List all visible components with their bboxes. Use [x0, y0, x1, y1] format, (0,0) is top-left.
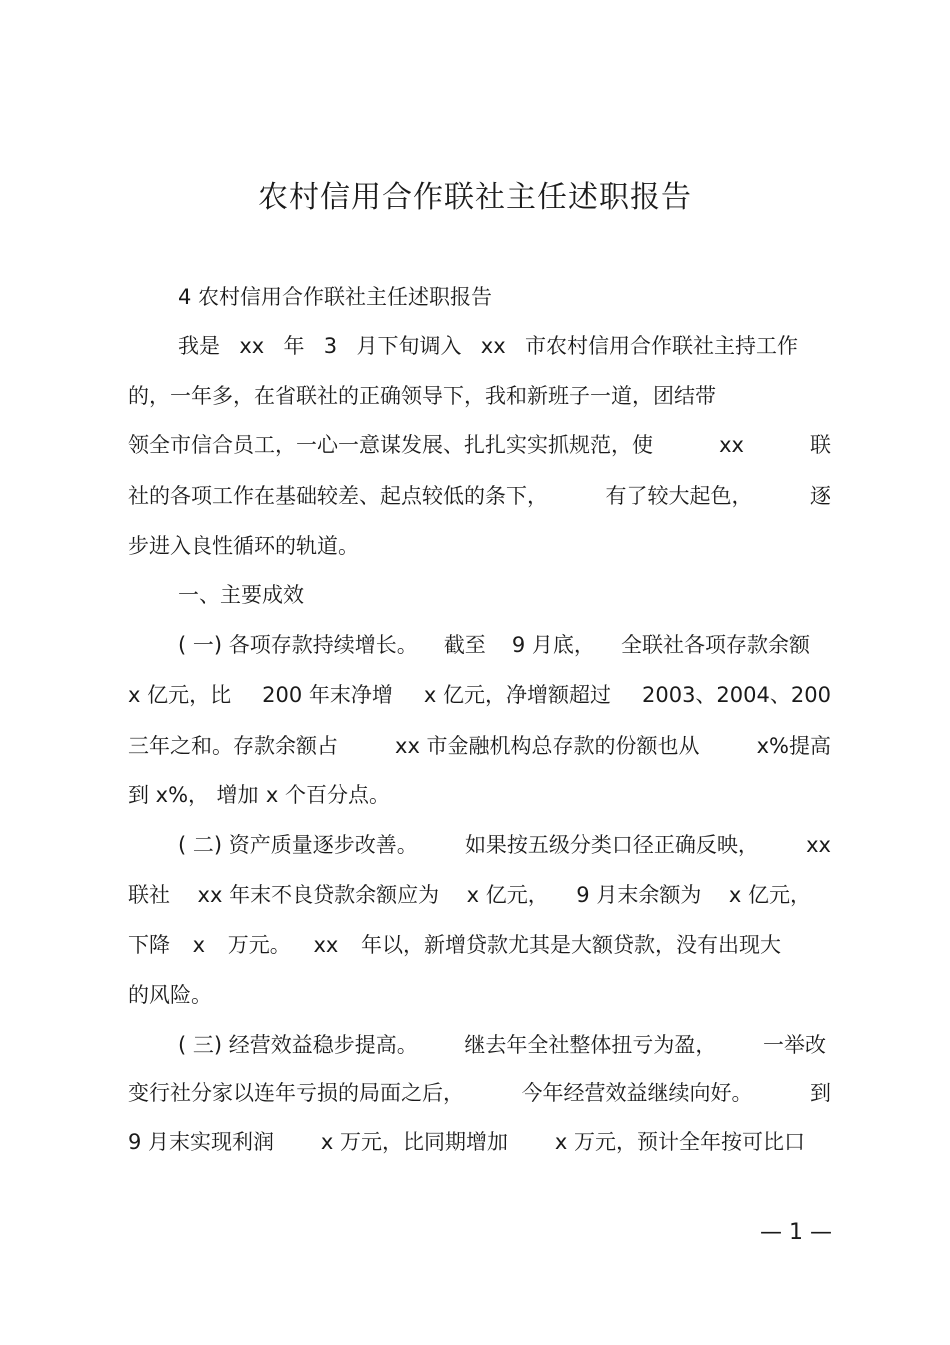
body-line: 领全市信合员工，一心一意谋发展、扎扎实实抓规范，使 xx 联: [128, 433, 831, 457]
document-title: 农村信用合作联社主任述职报告: [258, 180, 692, 215]
subsection-line: ( 一) 各项存款持续增长。 截至 9 月底， 全联社各项存款余额: [178, 633, 810, 657]
body-line: 我是 xx 年 3 月下旬调入 xx 市农村信用合作联社主持工作: [178, 334, 798, 358]
body-line: 下降 x 万元。 xx 年以，新增贷款尤其是大额贷款，没有出现大: [128, 933, 781, 957]
section-heading: 一、主要成效: [178, 583, 304, 607]
body-line: 9 月末实现利润 x 万元，比同期增加 x 万元，预计全年按可比口: [128, 1130, 805, 1154]
body-line: 三年之和。存款余额占 xx 市金融机构总存款的份额也从 x%提高: [128, 734, 831, 758]
body-line: 的，一年多，在省联社的正确领导下，我和新班子一道，团结带: [128, 384, 716, 408]
body-line: x 亿元，比 200 年末净增 x 亿元，净增额超过 2003、2004、200: [128, 683, 831, 707]
subsection-line: ( 二) 资产质量逐步改善。 如果按五级分类口径正确反映， xx: [178, 833, 831, 857]
body-line: 步进入良性循环的轨道。: [128, 534, 359, 558]
body-line: 到 x%， 增加 x 个百分点。: [128, 783, 390, 807]
page-number: — 1 —: [760, 1220, 832, 1245]
body-line: 变行社分家以连年亏损的局面之后， 今年经营效益继续向好。 到: [128, 1081, 831, 1105]
body-line: 的风险。: [128, 983, 212, 1007]
subtitle-line: 4 农村信用合作联社主任述职报告: [178, 285, 493, 309]
subsection-line: ( 三) 经营效益稳步提高。 继去年全社整体扭亏为盈， 一举改: [178, 1033, 826, 1057]
body-line: 联社 xx 年末不良贷款余额应为 x 亿元， 9 月末余额为 x 亿元，: [128, 883, 811, 907]
body-line: 社的各项工作在基础较差、起点较低的条下， 有了较大起色， 逐: [128, 484, 831, 508]
